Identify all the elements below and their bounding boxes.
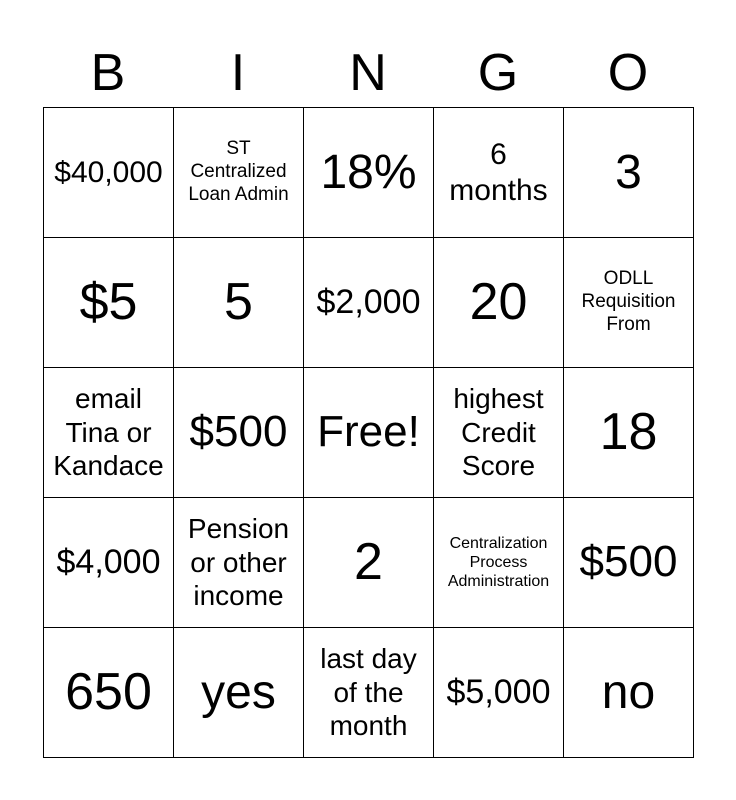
bingo-cell[interactable]: 18 [564,368,694,498]
board-row [44,498,694,628]
bingo-cell[interactable]: $500 [564,498,694,628]
bingo-cell[interactable]: 20 [434,238,564,368]
bingo-header [43,40,693,106]
bingo-cell[interactable]: Centralization Process Administration [434,498,564,628]
bingo-cell[interactable]: $2,000 [304,238,434,368]
bingo-cell[interactable]: 6 months [434,108,564,238]
bingo-cell[interactable]: highest Credit Score [434,368,564,498]
bingo-cell[interactable]: $5 [44,238,174,368]
bingo-cell[interactable]: Pension or other income [174,498,304,628]
header-letter-o: O [607,44,649,102]
bingo-cell[interactable]: 2 [304,498,434,628]
bingo-cell[interactable]: ST Centralized Loan Admin [174,108,304,238]
bingo-cell[interactable]: 3 [564,108,694,238]
header-letter-n: N [349,44,387,102]
board-row [44,108,694,238]
bingo-cell[interactable]: ODLL Requisition From [564,238,694,368]
bingo-board [43,107,694,758]
bingo-cell[interactable]: email Tina or Kandace [44,368,174,498]
bingo-cell[interactable]: $500 [174,368,304,498]
board-row [44,368,694,498]
bingo-cell[interactable]: no [564,628,694,758]
bingo-cell[interactable]: $40,000 [44,108,174,238]
bingo-cell[interactable]: $4,000 [44,498,174,628]
header-letter-g: G [477,44,519,102]
board-row [44,628,694,758]
bingo-cell[interactable]: yes [174,628,304,758]
bingo-cell[interactable]: 18% [304,108,434,238]
board-row [44,238,694,368]
bingo-cell[interactable]: 650 [44,628,174,758]
bingo-cell[interactable]: $5,000 [434,628,564,758]
bingo-cell[interactable]: Free! [304,368,434,498]
bingo-cell[interactable]: 5 [174,238,304,368]
header-letter-b: B [90,44,126,102]
header-letter-i: I [230,44,246,102]
bingo-cell[interactable]: last day of the month [304,628,434,758]
